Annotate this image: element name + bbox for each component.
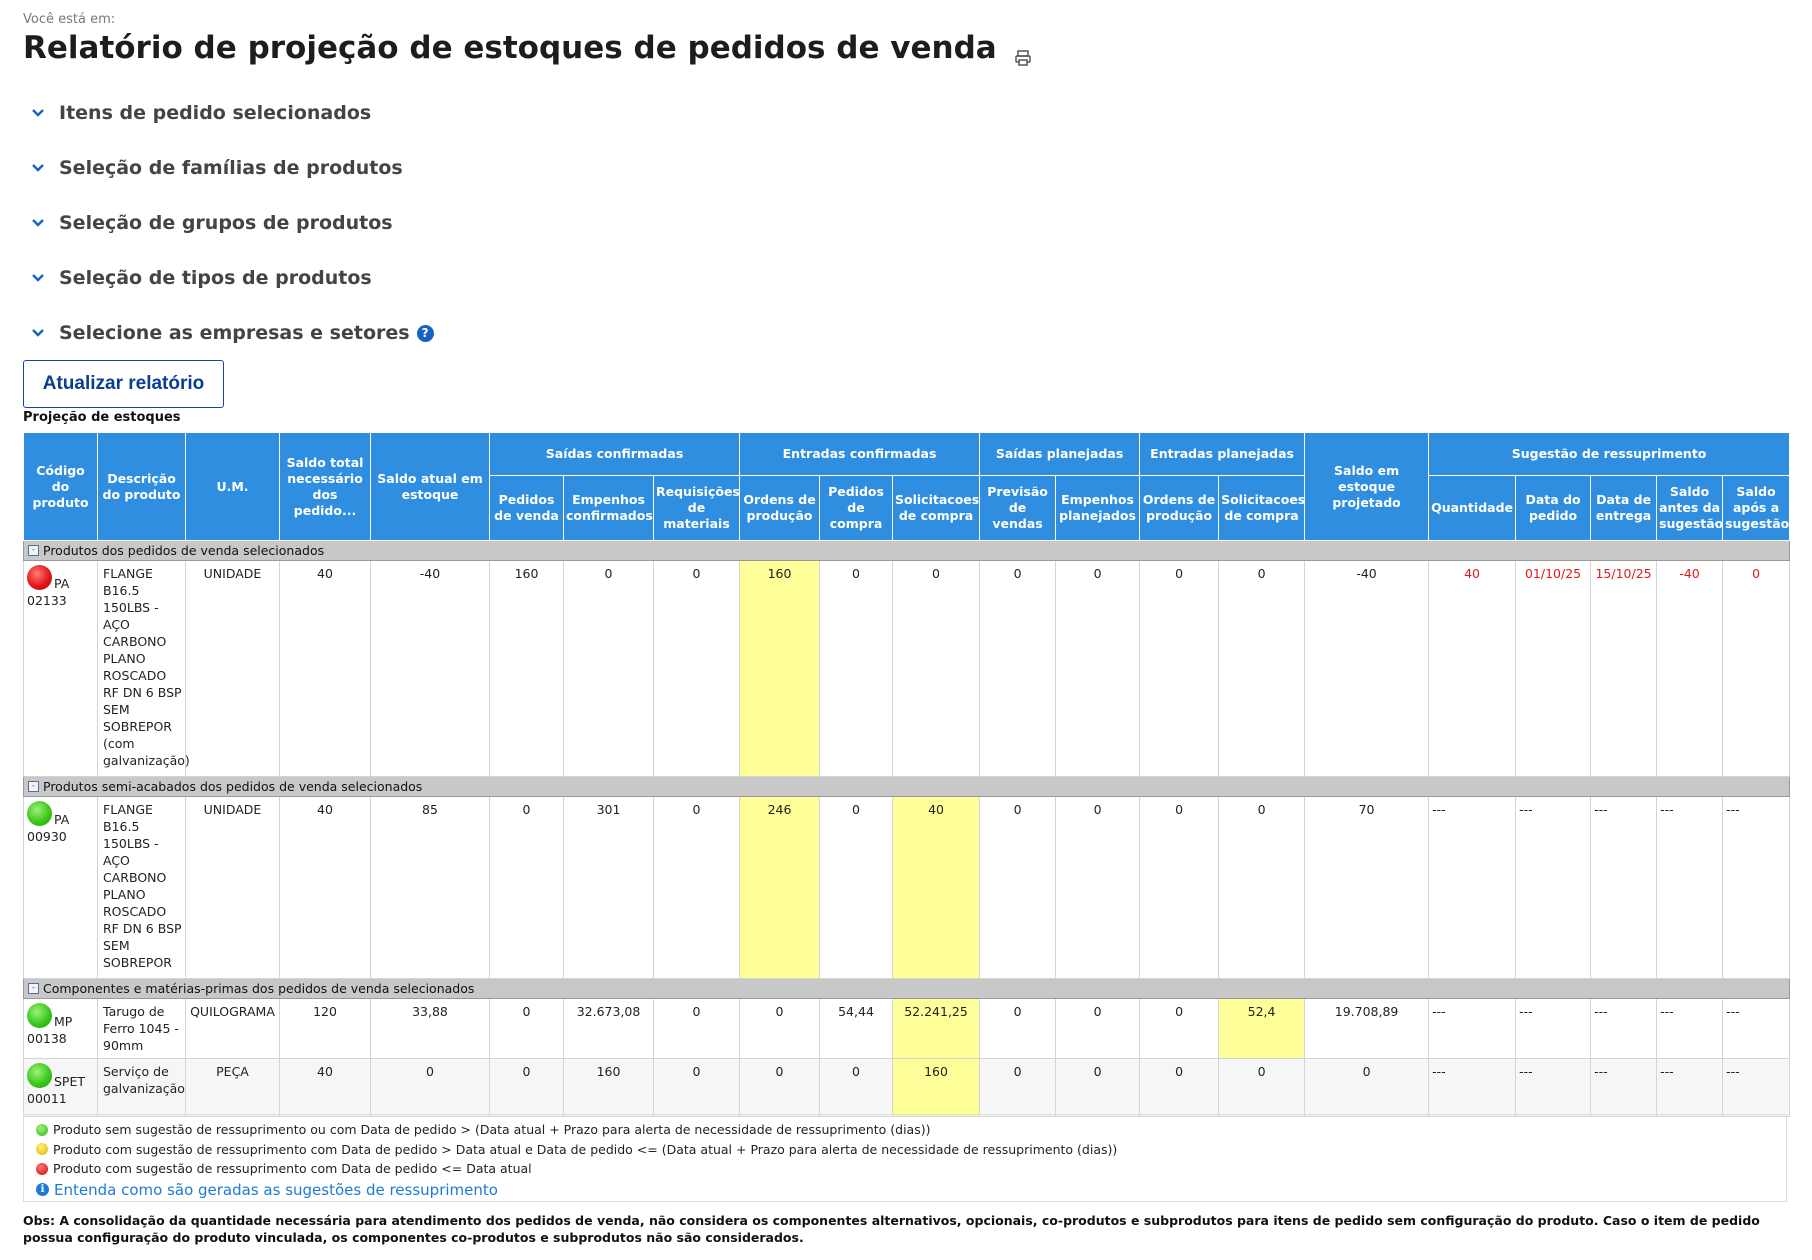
legend-item-yellow	[36, 1140, 1774, 1160]
status-green-icon	[27, 1063, 52, 1088]
legend-text: Produto com sugestão de ressuprimento com Data de pedido <= Data atual	[53, 1161, 532, 1177]
cell-saldo-apos: ---	[1723, 1059, 1790, 1117]
cell-requisicoes: 0	[654, 999, 740, 1059]
page-title	[23, 30, 1032, 66]
product-description: FLANGE B16.5 150LBS - AÇO CARBONO PLANO ROSCADO RF DN 6 BSP SEM SOBREPOR (com galvanização)	[98, 561, 186, 777]
cell-saldo-antes: ---	[1657, 999, 1723, 1059]
col-saldo-atual: Saldo atual em estoque	[371, 433, 490, 541]
col-previsao-vendas: Previsão de vendas	[980, 476, 1056, 541]
cell-saldo-projetado: -40	[1305, 561, 1429, 777]
col-pedidos-venda: Pedidos de venda	[490, 476, 564, 541]
cell-um: QUILOGRAMA	[186, 999, 280, 1059]
product-description: Serviço de galvanização	[98, 1059, 186, 1117]
col-um: U.M.	[186, 433, 280, 541]
page-title-text: Relatório de projeção de estoques de pedidos de venda	[23, 30, 997, 66]
section-label: Seleção de grupos de produtos	[59, 212, 393, 234]
restock-explanation-link[interactable]	[36, 1179, 1774, 1201]
cell-empenhos-plan: 0	[1056, 797, 1140, 979]
cell-saldo-apos: ---	[1723, 797, 1790, 979]
cell-quantidade: ---	[1429, 797, 1516, 979]
cell-solicitacoes-plan: 0	[1219, 797, 1305, 979]
product-code: MP 00138	[24, 999, 98, 1059]
cell-ordens-producao: 0	[740, 1059, 820, 1117]
cell-requisicoes: 0	[654, 1059, 740, 1117]
chevron-down-icon	[23, 101, 53, 125]
status-green-icon	[27, 801, 52, 826]
status-red-icon	[27, 565, 52, 590]
cell-pedidos-venda: 0	[490, 999, 564, 1059]
col-group-entradas-confirmadas: Entradas confirmadas	[740, 433, 980, 476]
cell-data-entrega: ---	[1591, 999, 1657, 1059]
cell-pedidos-venda: 0	[490, 1059, 564, 1117]
col-group-entradas-planejadas: Entradas planejadas	[1140, 433, 1305, 476]
cell-empenhos-plan: 0	[1056, 561, 1140, 777]
col-data-entrega: Data de entrega	[1591, 476, 1657, 541]
cell-previsao: 0	[980, 1059, 1056, 1117]
col-saldo-apos: Saldo após a sugestão	[1723, 476, 1790, 541]
section-itens-pedido[interactable]	[23, 98, 371, 128]
cell-ordens-plan: 0	[1140, 561, 1219, 777]
table-row	[24, 561, 1790, 777]
group-row[interactable]	[24, 777, 1790, 797]
col-codigo: Código do produto	[24, 433, 98, 541]
col-empenhos-planejados: Empenhos planejados	[1056, 476, 1140, 541]
cell-previsao: 0	[980, 797, 1056, 979]
cell-data-entrega: ---	[1591, 1059, 1657, 1117]
col-saldo-projetado: Saldo em estoque projetado	[1305, 433, 1429, 541]
cell-pedidos-compra: 0	[820, 1059, 893, 1117]
cell-pedidos-venda: 160	[490, 561, 564, 777]
table-row	[24, 999, 1790, 1059]
cell-empenhos: 301	[564, 797, 654, 979]
col-group-saidas-planejadas: Saídas planejadas	[980, 433, 1140, 476]
cell-data-entrega: ---	[1591, 797, 1657, 979]
cell-previsao: 0	[980, 561, 1056, 777]
cell-saldo-antes: ---	[1657, 1059, 1723, 1117]
cell-saldo-apos: 0	[1723, 561, 1790, 777]
section-label: Itens de pedido selecionados	[59, 102, 372, 124]
cell-saldo-projetado: 19.708,89	[1305, 999, 1429, 1059]
cell-data-pedido: ---	[1516, 797, 1591, 979]
cell-saldo-atual: -40	[371, 561, 490, 777]
product-description: FLANGE B16.5 150LBS - AÇO CARBONO PLANO ROSCADO RF DN 6 BSP SEM SOBREPOR	[98, 797, 186, 979]
product-description: Tarugo de Ferro 1045 - 90mm	[98, 999, 186, 1059]
cell-solicitacoes: 40	[893, 797, 980, 979]
cell-quantidade: ---	[1429, 1059, 1516, 1117]
cell-saldo-total: 40	[280, 797, 371, 979]
cell-solicitacoes-plan: 0	[1219, 561, 1305, 777]
cell-saldo-total: 40	[280, 561, 371, 777]
cell-saldo-atual: 0	[371, 1059, 490, 1117]
product-code: PA 02133	[24, 561, 98, 777]
legend-item-red	[36, 1159, 1774, 1179]
col-requisicoes: Requisições de materiais	[654, 476, 740, 541]
status-yellow-icon	[36, 1143, 48, 1155]
col-quantidade: Quantidade	[1429, 476, 1516, 541]
cell-previsao: 0	[980, 999, 1056, 1059]
chevron-down-icon	[23, 156, 53, 180]
cell-data-entrega: 15/10/25	[1591, 561, 1657, 777]
legend-box	[23, 1114, 1787, 1202]
info-icon: i	[36, 1183, 49, 1196]
col-data-pedido: Data do pedido	[1516, 476, 1591, 541]
cell-empenhos-plan: 0	[1056, 999, 1140, 1059]
col-solicitacoes-compra-plan: Solicitacoes de compra	[1219, 476, 1305, 541]
observation-note: Obs: A consolidação da quantidade necessária para atendimento dos pedidos de venda, não considera os componentes alternativos, opcionais, co-produtos e subprodutos para itens de pedido sem configuração do produto. Caso o item de pedido possua configuração do produto vinculada, os componentes co-produtos e subprodutos não são considerados.	[23, 1213, 1760, 1245]
col-ordens-producao: Ordens de produção	[740, 476, 820, 541]
legend-text: Produto com sugestão de ressuprimento com Data de pedido > Data atual e Data de pedido <= (Data atual + Prazo para alerta de necessidade de ressuprimento (dias))	[53, 1141, 1118, 1157]
col-pedidos-compra: Pedidos de compra	[820, 476, 893, 541]
group-label: Produtos dos pedidos de venda selecionados	[43, 543, 325, 558]
help-icon[interactable]: ?	[417, 325, 434, 342]
cell-ordens-plan: 0	[1140, 1059, 1219, 1117]
cell-saldo-antes: ---	[1657, 797, 1723, 979]
section-tipos[interactable]	[23, 263, 372, 293]
section-empresas-setores[interactable]	[23, 318, 434, 348]
breadcrumb: Você está em:	[23, 12, 116, 27]
col-group-saidas-confirmadas: Saídas confirmadas	[490, 433, 740, 476]
cell-solicitacoes: 160	[893, 1059, 980, 1117]
col-empenhos-confirmados: Empenhos confirmados	[564, 476, 654, 541]
cell-saldo-antes: -40	[1657, 561, 1723, 777]
group-label: Componentes e matérias-primas dos pedidos de venda selecionados	[43, 981, 475, 996]
cell-data-pedido: ---	[1516, 999, 1591, 1059]
col-solicitacoes-compra: Solicitacoes de compra	[893, 476, 980, 541]
cell-um: PEÇA	[186, 1059, 280, 1117]
col-ordens-producao-plan: Ordens de produção	[1140, 476, 1219, 541]
legend-text: Produto sem sugestão de ressuprimento ou com Data de pedido > (Data atual + Prazo para alerta de necessidade de ressuprimento (dias))	[53, 1122, 931, 1138]
collapse-icon[interactable]: -	[28, 983, 39, 994]
stock-projection-table	[23, 432, 1790, 1117]
cell-ordens-producao: 246	[740, 797, 820, 979]
cell-pedidos-venda: 0	[490, 797, 564, 979]
cell-solicitacoes: 52.241,25	[893, 999, 980, 1059]
cell-saldo-projetado: 0	[1305, 1059, 1429, 1117]
update-report-button[interactable]: Atualizar relatório	[23, 360, 224, 408]
chevron-down-icon	[23, 266, 53, 290]
collapse-icon[interactable]: -	[28, 781, 39, 792]
table-row	[24, 1059, 1790, 1117]
chevron-down-icon	[23, 321, 53, 345]
cell-um: UNIDADE	[186, 561, 280, 777]
product-code: PA 00930	[24, 797, 98, 979]
table-caption: Projeção de estoques	[23, 410, 181, 425]
status-red-icon	[36, 1163, 48, 1175]
cell-empenhos: 0	[564, 561, 654, 777]
cell-empenhos: 32.673,08	[564, 999, 654, 1059]
collapse-icon[interactable]: -	[28, 545, 39, 556]
cell-ordens-producao: 0	[740, 999, 820, 1059]
cell-quantidade: 40	[1429, 561, 1516, 777]
col-saldo-total: Saldo total necessário dos pedido...	[280, 433, 371, 541]
link-text: Entenda como são geradas as sugestões de ressuprimento	[54, 1180, 498, 1199]
cell-um: UNIDADE	[186, 797, 280, 979]
cell-solicitacoes-plan: 52,4	[1219, 999, 1305, 1059]
col-group-sugestao: Sugestão de ressuprimento	[1429, 433, 1790, 476]
cell-saldo-atual: 33,88	[371, 999, 490, 1059]
cell-ordens-plan: 0	[1140, 999, 1219, 1059]
group-label: Produtos semi-acabados dos pedidos de venda selecionados	[43, 779, 423, 794]
cell-saldo-projetado: 70	[1305, 797, 1429, 979]
cell-empenhos: 160	[564, 1059, 654, 1117]
cell-saldo-apos: ---	[1723, 999, 1790, 1059]
cell-requisicoes: 0	[654, 797, 740, 979]
product-code: SPET 00011	[24, 1059, 98, 1117]
status-green-icon	[36, 1124, 48, 1136]
print-icon[interactable]	[1014, 39, 1032, 57]
section-label: Selecione as empresas e setores	[59, 322, 410, 344]
cell-saldo-total: 40	[280, 1059, 371, 1117]
section-label: Seleção de famílias de produtos	[59, 157, 403, 179]
cell-ordens-plan: 0	[1140, 797, 1219, 979]
section-label: Seleção de tipos de produtos	[59, 267, 372, 289]
group-row[interactable]	[24, 979, 1790, 999]
cell-pedidos-compra: 0	[820, 797, 893, 979]
cell-saldo-total: 120	[280, 999, 371, 1059]
cell-quantidade: ---	[1429, 999, 1516, 1059]
cell-empenhos-plan: 0	[1056, 1059, 1140, 1117]
cell-data-pedido: 01/10/25	[1516, 561, 1591, 777]
cell-pedidos-compra: 0	[820, 561, 893, 777]
chevron-down-icon	[23, 211, 53, 235]
table-row	[24, 797, 1790, 979]
cell-saldo-atual: 85	[371, 797, 490, 979]
cell-requisicoes: 0	[654, 561, 740, 777]
group-row[interactable]	[24, 541, 1790, 561]
section-grupos[interactable]	[23, 208, 393, 238]
cell-solicitacoes: 0	[893, 561, 980, 777]
legend-item-green	[36, 1120, 1774, 1140]
cell-solicitacoes-plan: 0	[1219, 1059, 1305, 1117]
status-green-icon	[27, 1003, 52, 1028]
col-saldo-antes: Saldo antes da sugestão	[1657, 476, 1723, 541]
section-familias[interactable]	[23, 153, 403, 183]
cell-ordens-producao: 160	[740, 561, 820, 777]
cell-data-pedido: ---	[1516, 1059, 1591, 1117]
col-descricao: Descrição do produto	[98, 433, 186, 541]
cell-pedidos-compra: 54,44	[820, 999, 893, 1059]
